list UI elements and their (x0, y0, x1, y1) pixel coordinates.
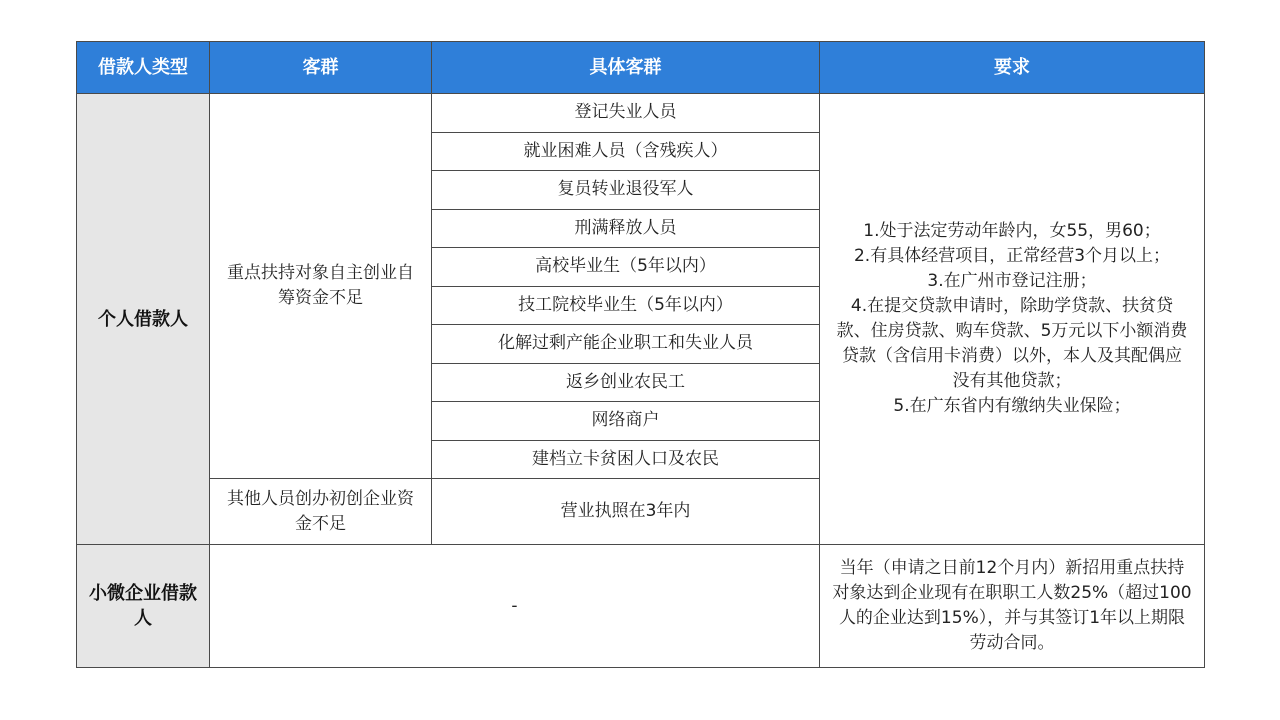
individual-group-other: 其他人员创办初创企业资金不足 (210, 479, 432, 545)
small-enterprise-type-cell: 小微企业借款人 (77, 545, 210, 668)
specific-item: 网络商户 (432, 402, 820, 441)
requirement-line: 2.有具体经营项目，正常经营3个月以上； (853, 246, 1171, 266)
specific-item: 返乡创业农民工 (432, 363, 820, 402)
header-type: 借款人类型 (77, 42, 210, 94)
header-group: 客群 (210, 42, 432, 94)
specific-item: 刑满释放人员 (432, 209, 820, 248)
header-row (77, 42, 1205, 94)
table-row (77, 545, 1205, 668)
specific-item: 建档立卡贫困人口及农民 (432, 440, 820, 479)
header-specific: 具体客群 (432, 42, 820, 94)
individual-requirements (820, 94, 1205, 545)
specific-item: 复员转业退役军人 (432, 171, 820, 210)
requirement-line: 5.在广东省内有缴纳失业保险； (893, 396, 1131, 416)
requirement-line: 1.处于法定劳动年龄内，女55，男60； (863, 221, 1161, 241)
requirement-line: 4.在提交贷款申请时，除助学贷款、扶贫贷款、住房贷款、购车贷款、5万元以下小额消费贷款（含信用卡消费）以外，本人及其配偶应没有其他贷款； (836, 296, 1188, 391)
small-enterprise-group-value: - (210, 545, 820, 668)
specific-item-other: 营业执照在3年内 (432, 479, 820, 545)
loan-criteria-table (76, 41, 1205, 668)
individual-type-cell: 个人借款人 (77, 94, 210, 545)
table-row (77, 94, 1205, 133)
header-requirement: 要求 (820, 42, 1205, 94)
requirement-line: 3.在广州市登记注册； (927, 271, 1097, 291)
specific-item: 高校毕业生（5年以内） (432, 248, 820, 287)
specific-item: 化解过剩产能企业职工和失业人员 (432, 325, 820, 364)
specific-item: 技工院校毕业生（5年以内） (432, 286, 820, 325)
specific-item: 登记失业人员 (432, 94, 820, 133)
individual-group-main: 重点扶持对象自主创业自筹资金不足 (210, 94, 432, 479)
specific-item: 就业困难人员（含残疾人） (432, 132, 820, 171)
small-enterprise-requirement: 当年（申请之日前12个月内）新招用重点扶持对象达到企业现有在职职工人数25%（超过100人的企业达到15%），并与其签订1年以上期限劳动合同。 (820, 545, 1205, 668)
